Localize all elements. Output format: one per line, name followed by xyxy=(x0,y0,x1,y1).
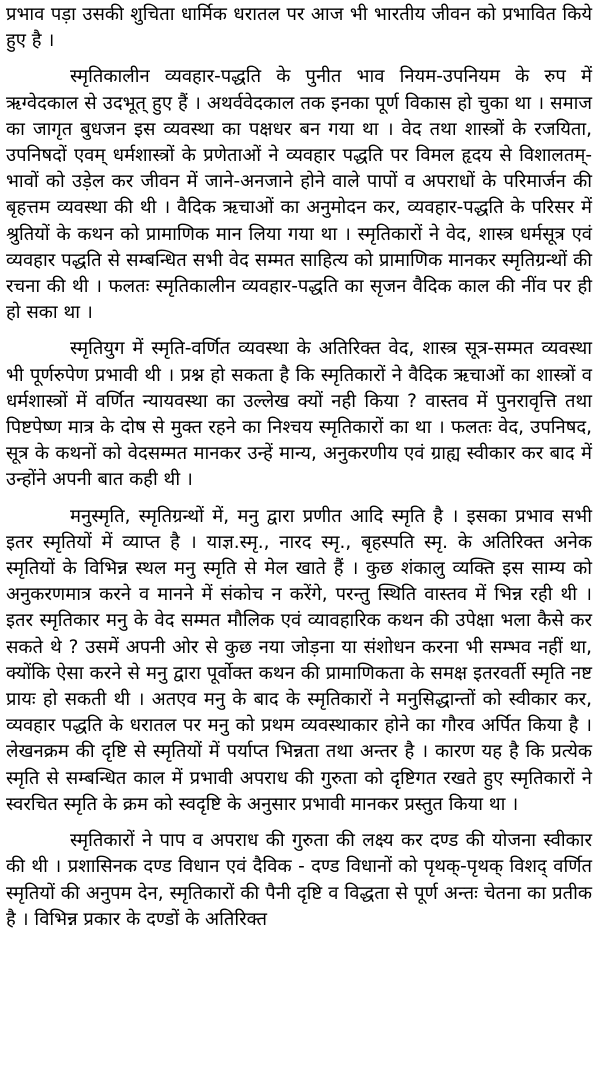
paragraph-manusmriti: मनुस्मृति, स्मृतिग्रन्थों में, मनु द्वारा प्रणीत आदि स्मृति है । इसका प्रभाव सभी इतर स्मृतियों में व्याप्त है । याज्ञ.स्मृ., नारद स्मृ., बृहस्पति स्मृ. के अतिरिक्त अनेक स्मृतियों के विभिन्न स्थल मनु स्मृति से मेल खाते हैं । कुछ शंकालु व्यक्ति इस साम्य को अनुकरणमात्र करने व मानने में संकोच न करेंगे, परन्तु स्थिति वास्तव में भिन्न रही थी । इतर स्मृतिकार मनु के वेद सम्मत मौलिक एवं व्यावहारिक कथन की उपेक्षा भला कैसे कर सकते थे ? उसमें अपनी ओर से कुछ नया जोड़ना या संशोधन करना भी सम्भव नहीं था, क्योंकि ऐसा करने से मनु द्वारा पूर्वोक्त कथन की प्रामाणिकता के समक्ष इतरवर्ती स्मृति नष्ट प्रायः हो सकती थी । अतएव मनु के बाद के स्मृतिकारों ने मनुसिद्धान्तों को स्वीकार कर, व्यवहार पद्धति के धरातल पर मनु को प्रथम व्यवस्थाकार होने का गौरव अर्पित किया है । लेखनक्रम की दृष्टि से स्मृतियों में पर्याप्त भिन्नता तथा अन्तर है । कारण यह है कि प्रत्येक स्मृति से सम्बन्धित काल में प्रभावी अपराध की गुरुता को दृष्टिगत रखते हुए स्मृतिकारों ने स्वरचित स्मृति के क्रम को स्वदृष्टि के अनुसार प्रभावी मानकर प्रस्तुत किया था । xyxy=(6,505,592,815)
paragraph-continuation: प्रभाव पड़ा उसकी शुचिता धार्मिक धरातल पर आज भी भारतीय जीवन को प्रभावित किये हुए है । xyxy=(6,4,592,52)
paragraph-smritiyug: स्मृतियुग में स्मृति-वर्णित व्यवस्था के अतिरिक्त वेद, शास्त्र सूत्र-सम्मत व्यवस्था भी पूर्णरुपेण प्रभावी थी । प्रश्न हो सकता है कि स्मृतिकारों ने वैदिक ऋचाओं का शास्त्रों व धर्मशास्त्रों में वर्णित न्यायवस्था का उल्लेख क्यों नही किया ? वास्तव में पुनरावृत्ति तथा पिष्टपेष्ण मात्र के दोष से मुक्त रहने का निश्चय स्मृतिकारों का था । फलतः वेद, उपनिषद, सूत्र के कथनों को वेदसम्मत मानकर उन्हें मान्य, अनुकरणीय एवं ग्राह्य स्वीकार कर बाद में उन्होंने अपनी बात कही थी । xyxy=(6,338,592,491)
paragraph-smriti-vyavahar: स्मृतिकालीन व्यवहार-पद्धति के पुनीत भाव नियम-उपनियम के रुप में ऋग्वेदकाल से उदभूत् हुए हैं । अथर्ववेदकाल तक इनका पूर्ण विकास हो चुका था । समाज का जागृत बुधजन इस व्यवस्था का पक्षधर बन गया था । वेद तथा शास्त्रों के रजयिता, उपनिषदों एवम् धर्मशास्त्रों के प्रणेताओं ने व्यवहार पद्धति पर विमल हृदय से विशालतम्-भावों को उड़ेल कर जीवन में जाने-अनजाने होने वाले पापों व अपराधों के परिमार्जन की बृहत्तम व्यवस्था की थी । वैदिक ऋचाओं का अनुमोदन कर, व्यवहार-पद्धति के परिसर में श्रुतियों के कथन को प्रामाणिक मान लिया गया था । स्मृतिकारों ने वेद, शास्त्र धर्मसूत्र एवं व्यवहार पद्धति से सम्बन्धित सभी वेद सम्मत साहित्य को प्रामाणिक मानकर स्मृतिग्रन्थों की रचना की थी । फलतः स्मृतिकालीन व्यवहार-पद्धति का सृजन वैदिक काल की नींव पर ही हो सका था । xyxy=(6,66,592,324)
paragraph-dand-yojana: स्मृतिकारों ने पाप व अपराध की गुरुता की लक्ष्य कर दण्ड की योजना स्वीकार की थी । प्रशासिनक दण्ड विधान एवं दैविक - दण्ड विधानों को पृथक्-पृथक् विशद् वर्णित स्मृतियों की अनुपम देन, स्मृतिकारों की पैनी दृष्टि व विद्धता से पूर्ण अन्तः चेतना का प्रतीक है । विभिन्न प्रकार के दण्डों के अतिरिक्त xyxy=(6,830,592,930)
